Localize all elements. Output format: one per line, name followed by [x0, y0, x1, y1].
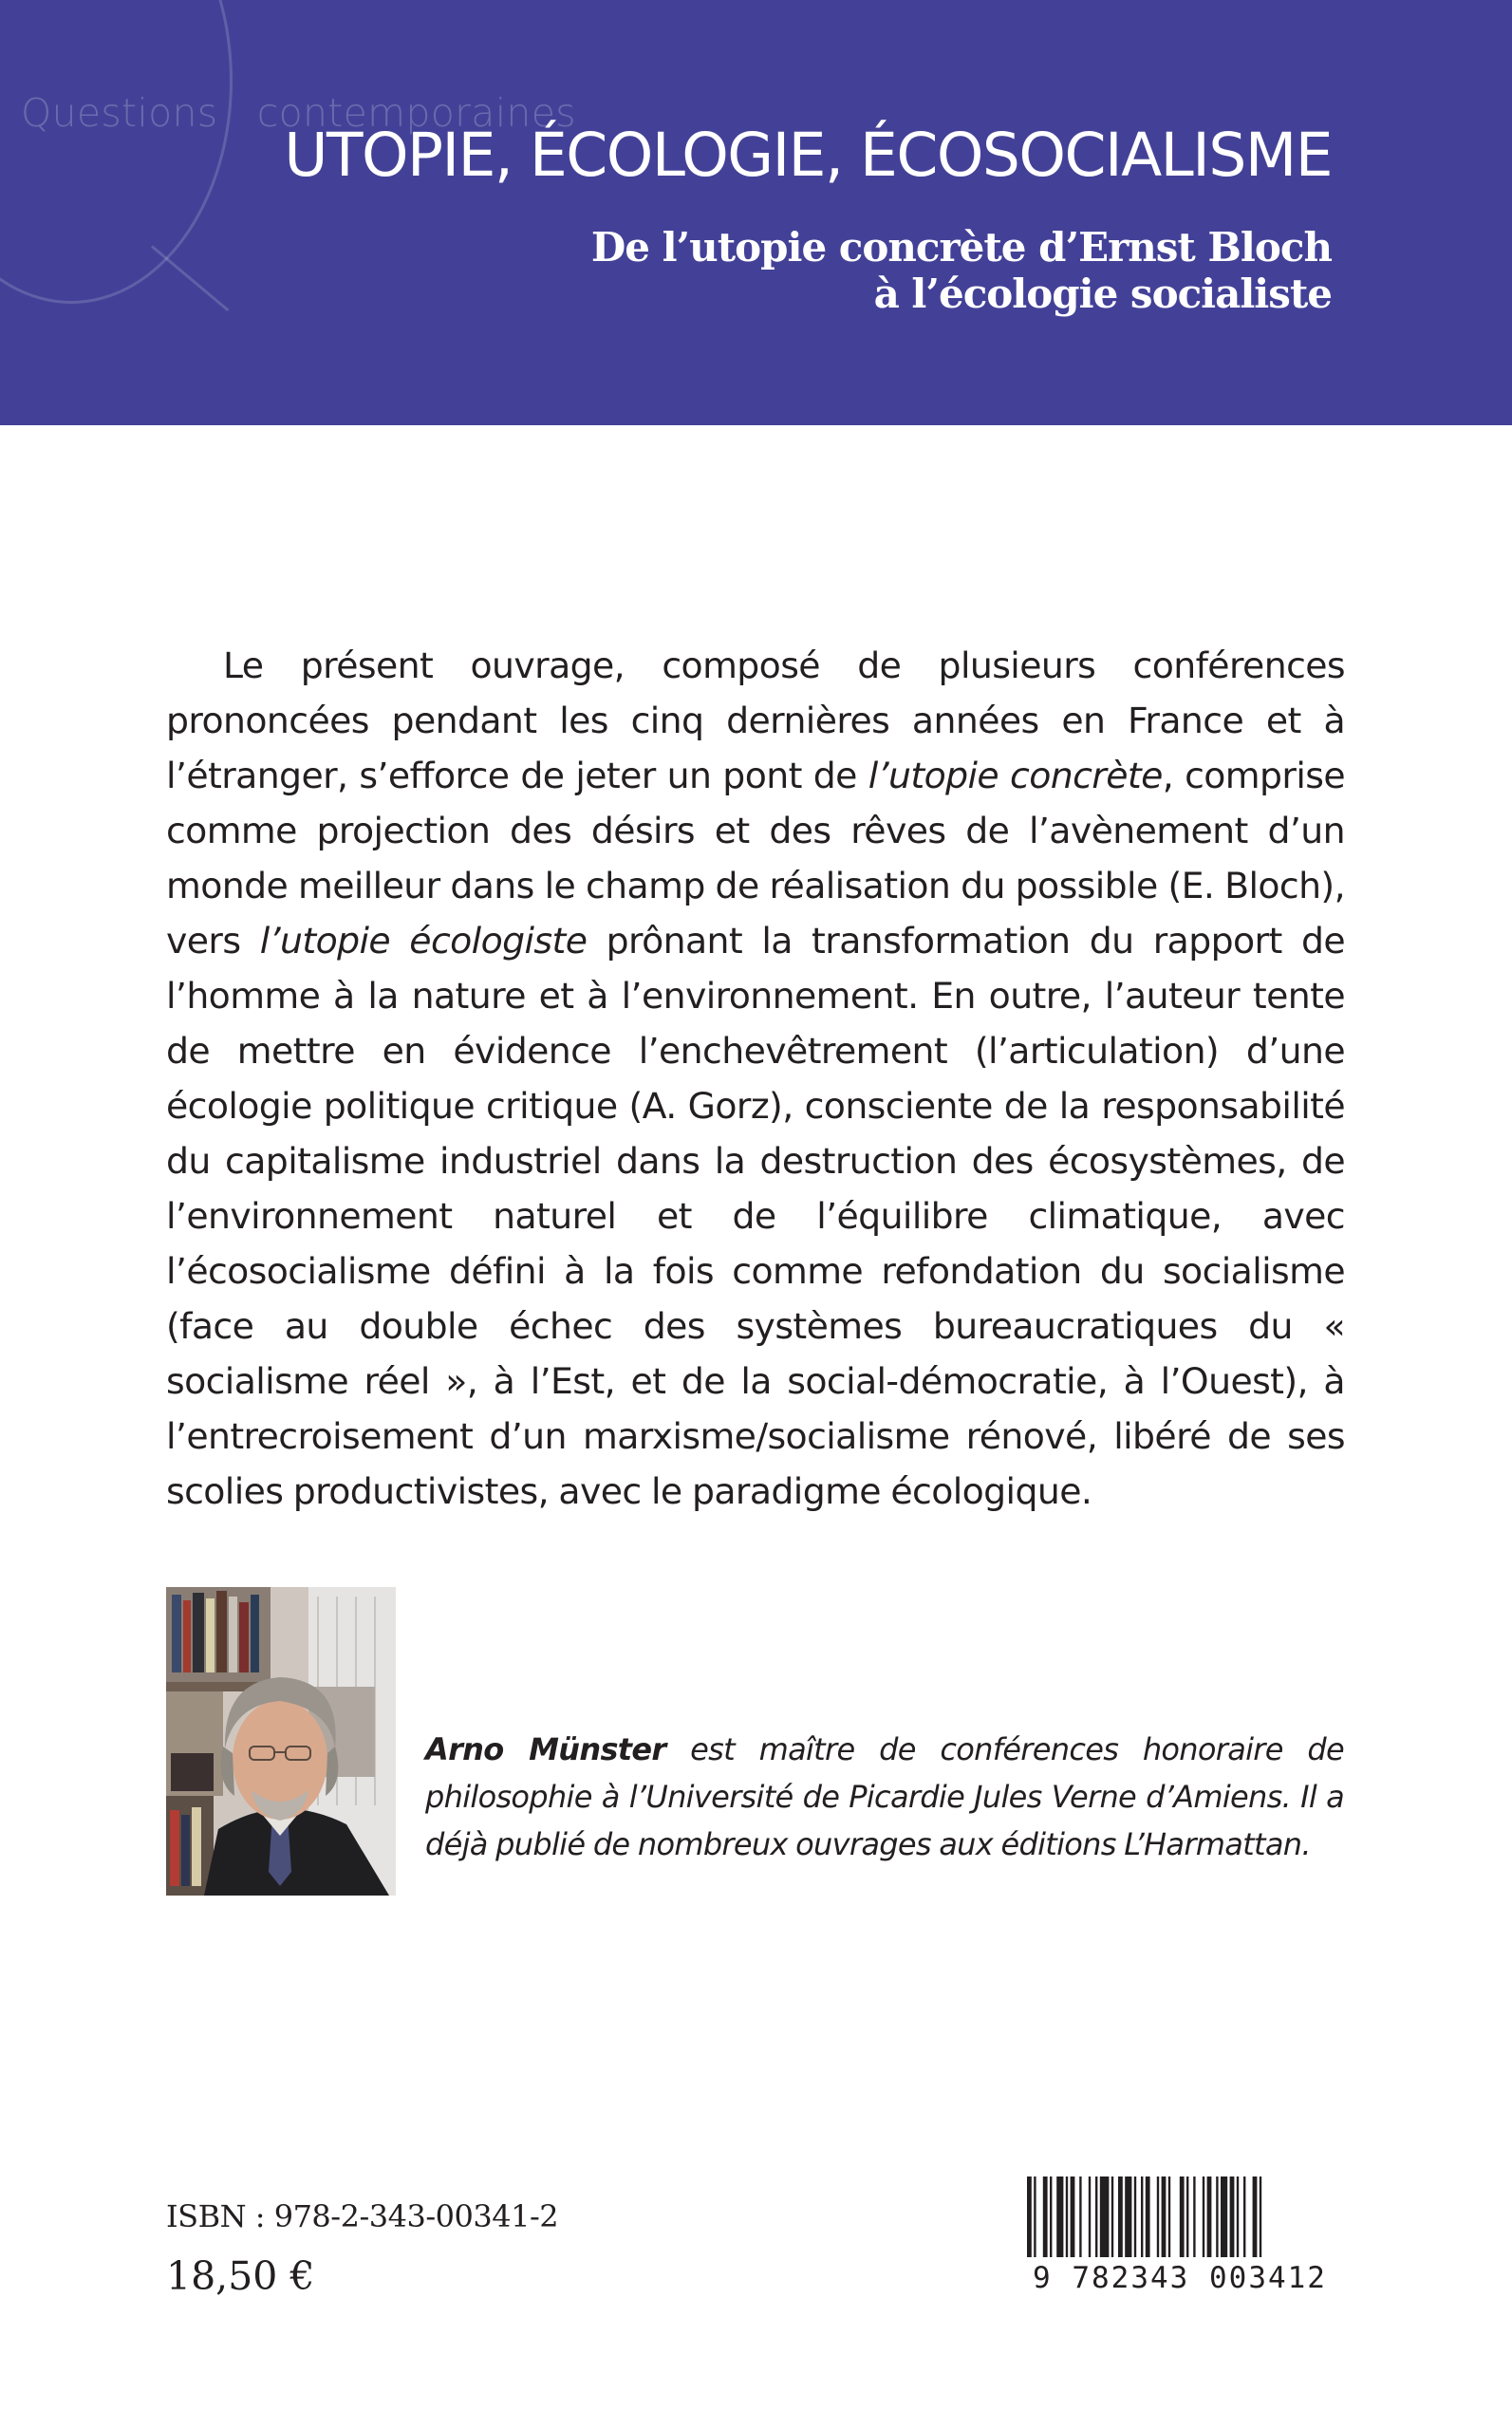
barcode-bar [1221, 2176, 1227, 2258]
series-q-logo-tail [151, 245, 229, 311]
barcode-bar [1111, 2176, 1113, 2258]
barcode-bar [1230, 2176, 1235, 2258]
barcode-bar [1043, 2176, 1048, 2258]
barcode-bar [1243, 2176, 1245, 2258]
series-name: Questions contemporaines [21, 90, 576, 136]
barcode-bar [1134, 2176, 1136, 2258]
barcode-bar [1056, 2176, 1063, 2258]
isbn: ISBN : 978-2-343-00341-2 [166, 2198, 559, 2234]
barcode-bar [1253, 2176, 1258, 2258]
blurb-text-3: prônant la transformation du rapport de l’homme à la nature et à l’environnement. En outre, l’auteur tente de mettre en évidence l’enchevêtrement (l’articulation) d’une écologie politique critique (A. Gorz), consciente de la responsabilité du capitalisme industriel dans la destruction des écosystèmes, de l’environnement naturel et de l’équilibre climatique, avec l’écosocialisme défini à la fois comme refondation du socialisme (face au double échec des systèmes bureaucratiques du « socialisme réel », à l’Est, et de la social-démocratie, à l’Ouest), à l’entrecroisement d’un marxisme/socialisme rénové, libéré de ses scolies productivistes, avec le paradigme écologique. [166, 920, 1346, 1512]
subtitle-line-1: De l’utopie concrète d’Ernst Bloch [590, 224, 1332, 271]
blurb-text-1: Le présent ouvrage, composé de plusieurs conférences prononcées pendant les cinq dernières années en France et à l’étranger, s’efforce de jeter un pont de [166, 645, 1345, 796]
barcode-bar [1071, 2176, 1075, 2258]
barcode-bar [1095, 2176, 1097, 2258]
barcode-bar [1125, 2176, 1131, 2258]
barcode-bar [1157, 2176, 1159, 2258]
book-subtitle [591, 225, 1332, 317]
barcode-bar [1186, 2176, 1188, 2258]
book-blurb [166, 638, 1345, 1519]
barcode-bar [1118, 2176, 1123, 2258]
barcode-bar [1193, 2176, 1195, 2258]
series-q-logo [0, 0, 233, 304]
barcode-bar [1237, 2176, 1239, 2258]
barcode-bar [1066, 2176, 1068, 2258]
barcode-bar [1180, 2176, 1185, 2258]
subtitle-line-2: à l’écologie socialiste [873, 270, 1332, 317]
barcode-bar [1168, 2176, 1170, 2258]
barcode-bar [1203, 2176, 1204, 2258]
cover-header [0, 0, 1512, 425]
barcode-bar [1079, 2176, 1081, 2258]
barcode-bar [1207, 2176, 1212, 2258]
author-bio [425, 1726, 1344, 1868]
blurb-emphasis-2: l’utopie écologiste [259, 920, 588, 962]
barcode-bar [1141, 2176, 1143, 2258]
barcode-bar [1162, 2176, 1167, 2258]
barcode-digits: 9 782343 003412 [1017, 2257, 1342, 2299]
blurb-text-2: , comprise comme projection des désirs et des rêves de l’avènement d’un monde meilleur dans le champ de réalisation du possible (E. Bloch), vers [166, 755, 1345, 962]
price: 18,50 € [166, 2253, 315, 2299]
barcode-bar [1100, 2176, 1110, 2258]
barcode-bar [1216, 2176, 1218, 2258]
author-bio-text: est maître de conférences honoraire de philosophie à l’Université de Picardie Jules Verne d’Amiens. Il a déjà publié de nombreux ouvrages aux éditions L’Harmattan. [425, 1731, 1344, 1862]
book-title: UTOPIE, ÉCOLOGIE, ÉCOSOCIALISME [284, 121, 1332, 190]
author-name: Arno Münster [425, 1731, 666, 1767]
blurb-emphasis-1: l’utopie concrète [868, 755, 1163, 796]
barcode-bar [1050, 2176, 1052, 2258]
author-photo [166, 1587, 396, 1896]
barcode-bar [1089, 2176, 1091, 2258]
